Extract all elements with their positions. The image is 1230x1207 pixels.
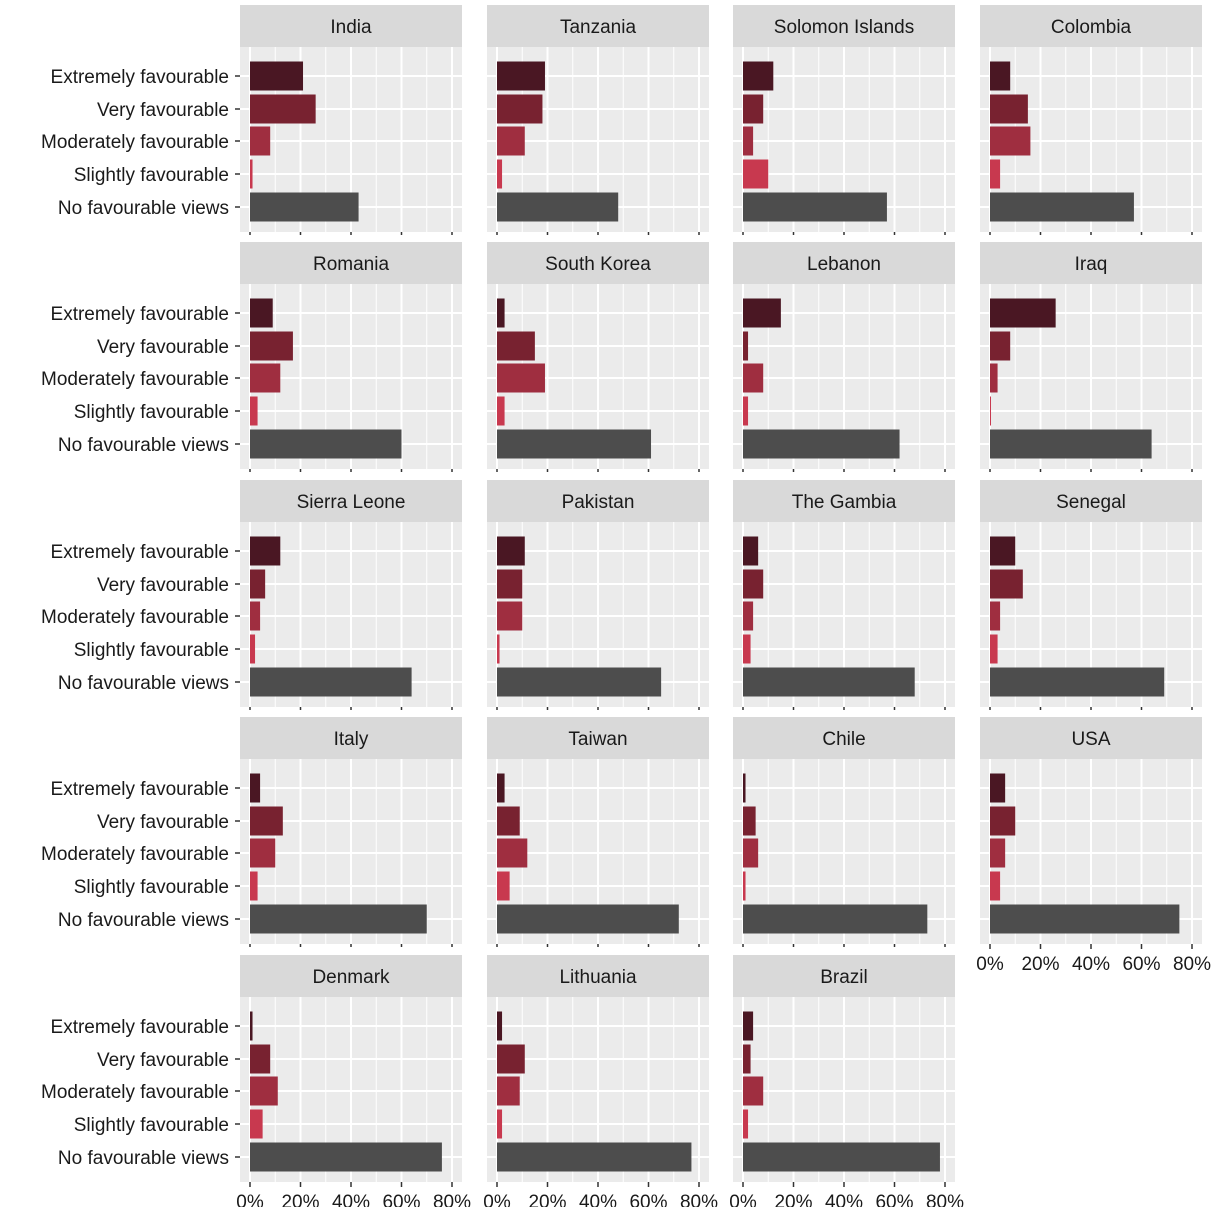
y-tick-label: No favourable views bbox=[57, 198, 229, 219]
bar-slightly-favourable bbox=[743, 872, 746, 901]
bar-extremely-favourable bbox=[250, 537, 280, 566]
x-tick-label: 0% bbox=[729, 1192, 757, 1207]
bar-slightly-favourable bbox=[743, 397, 748, 426]
bar-moderately-favourable bbox=[250, 839, 275, 868]
panel-title: Tanzania bbox=[559, 17, 637, 38]
bar-extremely-favourable bbox=[250, 1012, 253, 1041]
bar-no-favourable-views bbox=[250, 193, 359, 222]
bar-no-favourable-views bbox=[990, 193, 1134, 222]
y-tick-label: Slightly favourable bbox=[73, 165, 229, 186]
bar-extremely-favourable bbox=[990, 299, 1056, 328]
panel-south-korea bbox=[487, 242, 709, 472]
bar-moderately-favourable bbox=[990, 602, 1000, 631]
y-tick-label: Very favourable bbox=[96, 812, 229, 833]
y-tick-label: Moderately favourable bbox=[41, 607, 229, 628]
bar-no-favourable-views bbox=[497, 668, 661, 697]
panel-senegal bbox=[980, 480, 1202, 710]
bar-moderately-favourable bbox=[743, 602, 753, 631]
bar-very-favourable bbox=[250, 570, 265, 599]
bar-slightly-favourable bbox=[250, 1110, 263, 1139]
y-tick-label: Slightly favourable bbox=[73, 402, 229, 423]
y-tick-label: Extremely favourable bbox=[50, 779, 229, 800]
bar-extremely-favourable bbox=[497, 537, 525, 566]
bar-extremely-favourable bbox=[743, 62, 773, 91]
bar-very-favourable bbox=[743, 95, 763, 124]
panel-title: Colombia bbox=[1050, 17, 1132, 38]
bar-moderately-favourable bbox=[743, 1077, 763, 1106]
bar-extremely-favourable bbox=[990, 774, 1005, 803]
bar-very-favourable bbox=[250, 332, 293, 361]
x-tick-label: 80% bbox=[432, 1192, 472, 1207]
bar-very-favourable bbox=[743, 332, 748, 361]
y-tick-label: Slightly favourable bbox=[73, 1115, 229, 1136]
x-tick-label: 80% bbox=[925, 1192, 965, 1207]
bar-extremely-favourable bbox=[250, 299, 273, 328]
bar-slightly-favourable bbox=[497, 635, 500, 664]
bar-no-favourable-views bbox=[990, 905, 1179, 934]
panel-iraq bbox=[980, 242, 1202, 472]
bar-very-favourable bbox=[990, 807, 1015, 836]
bar-extremely-favourable bbox=[497, 62, 545, 91]
panel-title: Italy bbox=[333, 729, 369, 750]
panel-the-gambia bbox=[733, 480, 955, 710]
bar-moderately-favourable bbox=[250, 127, 270, 156]
panel-usa bbox=[976, 717, 1211, 975]
x-tick-label: 0% bbox=[483, 1192, 511, 1207]
bar-slightly-favourable bbox=[250, 160, 253, 189]
bar-very-favourable bbox=[250, 95, 316, 124]
bar-slightly-favourable bbox=[497, 160, 502, 189]
y-tick-label: Extremely favourable bbox=[50, 542, 229, 563]
y-tick-label: Moderately favourable bbox=[41, 844, 229, 865]
y-tick-label: No favourable views bbox=[57, 435, 229, 456]
bar-moderately-favourable bbox=[990, 839, 1005, 868]
bar-very-favourable bbox=[743, 807, 756, 836]
bar-very-favourable bbox=[497, 807, 520, 836]
x-tick-label: 40% bbox=[824, 1192, 864, 1207]
bar-moderately-favourable bbox=[990, 127, 1030, 156]
bar-slightly-favourable bbox=[250, 397, 258, 426]
x-tick-label: 40% bbox=[578, 1192, 618, 1207]
panel-title: Chile bbox=[822, 729, 866, 750]
bar-moderately-favourable bbox=[250, 1077, 278, 1106]
bar-very-favourable bbox=[497, 95, 542, 124]
bar-no-favourable-views bbox=[250, 668, 412, 697]
x-tick-label: 20% bbox=[1021, 954, 1060, 975]
x-tick-label: 60% bbox=[382, 1192, 421, 1207]
panel-tanzania bbox=[487, 5, 709, 235]
bar-very-favourable bbox=[990, 95, 1028, 124]
bar-very-favourable bbox=[743, 1045, 751, 1074]
panel-romania bbox=[41, 242, 462, 472]
panel-title: Lithuania bbox=[559, 967, 637, 988]
y-tick-label: Very favourable bbox=[96, 337, 229, 358]
bar-slightly-favourable bbox=[743, 160, 768, 189]
x-tick-label: 40% bbox=[1071, 954, 1111, 975]
panel-chile bbox=[733, 717, 955, 947]
bar-extremely-favourable bbox=[250, 62, 303, 91]
bar-slightly-favourable bbox=[743, 635, 751, 664]
bar-slightly-favourable bbox=[990, 872, 1000, 901]
bar-very-favourable bbox=[250, 1045, 270, 1074]
bar-extremely-favourable bbox=[497, 774, 505, 803]
panel-solomon-islands bbox=[733, 5, 955, 235]
x-tick-label: 60% bbox=[1122, 954, 1161, 975]
panel-title: Brazil bbox=[820, 967, 868, 988]
bar-no-favourable-views bbox=[250, 905, 427, 934]
x-tick-label: 80% bbox=[679, 1192, 719, 1207]
bar-slightly-favourable bbox=[250, 872, 258, 901]
bar-slightly-favourable bbox=[990, 397, 991, 426]
panel-title: Denmark bbox=[312, 967, 390, 988]
bar-extremely-favourable bbox=[743, 1012, 753, 1041]
bar-moderately-favourable bbox=[497, 127, 525, 156]
bar-no-favourable-views bbox=[743, 1143, 940, 1172]
bar-slightly-favourable bbox=[990, 160, 1000, 189]
bar-extremely-favourable bbox=[990, 62, 1010, 91]
panel-sierra-leone bbox=[41, 480, 462, 710]
bar-slightly-favourable bbox=[250, 635, 255, 664]
bar-extremely-favourable bbox=[497, 299, 505, 328]
bar-very-favourable bbox=[990, 570, 1023, 599]
x-tick-label: 40% bbox=[331, 1192, 371, 1207]
bar-extremely-favourable bbox=[743, 774, 746, 803]
x-tick-label: 20% bbox=[528, 1192, 567, 1207]
panel-title: India bbox=[330, 17, 372, 38]
bar-moderately-favourable bbox=[497, 364, 545, 393]
bar-very-favourable bbox=[497, 332, 535, 361]
y-tick-label: Moderately favourable bbox=[41, 132, 229, 153]
panel-title: USA bbox=[1071, 729, 1111, 750]
y-tick-label: Extremely favourable bbox=[50, 67, 229, 88]
bar-slightly-favourable bbox=[497, 1110, 502, 1139]
bar-extremely-favourable bbox=[250, 774, 260, 803]
bar-very-favourable bbox=[743, 570, 763, 599]
panel-title: Pakistan bbox=[561, 492, 635, 513]
bar-no-favourable-views bbox=[497, 905, 679, 934]
y-tick-label: Slightly favourable bbox=[73, 877, 229, 898]
panel-pakistan bbox=[487, 480, 709, 710]
x-tick-label: 60% bbox=[629, 1192, 668, 1207]
x-tick-label: 80% bbox=[1172, 954, 1212, 975]
bar-moderately-favourable bbox=[250, 602, 260, 631]
panel-colombia bbox=[980, 5, 1202, 235]
panel-title: The Gambia bbox=[791, 492, 897, 513]
bar-no-favourable-views bbox=[497, 1143, 691, 1172]
bar-no-favourable-views bbox=[990, 430, 1152, 459]
x-tick-label: 0% bbox=[976, 954, 1004, 975]
y-tick-label: Moderately favourable bbox=[41, 1082, 229, 1103]
bar-extremely-favourable bbox=[497, 1012, 502, 1041]
y-tick-label: Extremely favourable bbox=[50, 1017, 229, 1038]
bar-very-favourable bbox=[497, 570, 522, 599]
bar-no-favourable-views bbox=[743, 430, 900, 459]
y-tick-label: No favourable views bbox=[57, 1148, 229, 1169]
bar-no-favourable-views bbox=[990, 668, 1164, 697]
bar-moderately-favourable bbox=[497, 602, 522, 631]
bar-no-favourable-views bbox=[250, 1143, 442, 1172]
y-tick-label: Moderately favourable bbox=[41, 369, 229, 390]
bar-very-favourable bbox=[990, 332, 1010, 361]
panel-title: Iraq bbox=[1074, 254, 1108, 275]
bar-moderately-favourable bbox=[250, 364, 280, 393]
bar-moderately-favourable bbox=[743, 364, 763, 393]
panel-title: Romania bbox=[312, 254, 390, 275]
x-tick-label: 60% bbox=[875, 1192, 914, 1207]
bar-extremely-favourable bbox=[743, 299, 781, 328]
bar-no-favourable-views bbox=[497, 193, 618, 222]
panel-title: Solomon Islands bbox=[773, 17, 915, 38]
bar-slightly-favourable bbox=[743, 1110, 748, 1139]
y-tick-label: Slightly favourable bbox=[73, 640, 229, 661]
panel-italy bbox=[41, 717, 462, 947]
bar-no-favourable-views bbox=[743, 668, 915, 697]
y-tick-label: No favourable views bbox=[57, 910, 229, 931]
panel-india bbox=[41, 5, 462, 235]
bar-very-favourable bbox=[250, 807, 283, 836]
bar-moderately-favourable bbox=[743, 839, 758, 868]
x-tick-label: 20% bbox=[281, 1192, 320, 1207]
panel-lebanon bbox=[733, 242, 955, 472]
bar-no-favourable-views bbox=[497, 430, 651, 459]
y-tick-label: Very favourable bbox=[96, 575, 229, 596]
y-tick-label: Very favourable bbox=[96, 1050, 229, 1071]
panel-title: Taiwan bbox=[568, 729, 628, 750]
bar-very-favourable bbox=[497, 1045, 525, 1074]
x-tick-label: 20% bbox=[774, 1192, 813, 1207]
x-tick-label: 0% bbox=[236, 1192, 264, 1207]
bar-moderately-favourable bbox=[990, 364, 998, 393]
bar-slightly-favourable bbox=[497, 872, 510, 901]
bar-moderately-favourable bbox=[497, 1077, 520, 1106]
bar-slightly-favourable bbox=[497, 397, 505, 426]
panel-brazil bbox=[729, 955, 964, 1207]
bar-no-favourable-views bbox=[743, 905, 927, 934]
panel-denmark bbox=[41, 955, 471, 1207]
y-tick-label: Very favourable bbox=[96, 100, 229, 121]
y-tick-label: Extremely favourable bbox=[50, 304, 229, 325]
bar-no-favourable-views bbox=[250, 430, 402, 459]
bar-moderately-favourable bbox=[497, 839, 527, 868]
bar-no-favourable-views bbox=[743, 193, 887, 222]
bar-moderately-favourable bbox=[743, 127, 753, 156]
panel-title: Lebanon bbox=[807, 254, 881, 275]
y-tick-label: No favourable views bbox=[57, 673, 229, 694]
panel-lithuania bbox=[483, 955, 718, 1207]
bar-extremely-favourable bbox=[990, 537, 1015, 566]
bar-slightly-favourable bbox=[990, 635, 998, 664]
panel-taiwan bbox=[487, 717, 709, 947]
bar-extremely-favourable bbox=[743, 537, 758, 566]
panel-title: Senegal bbox=[1056, 492, 1126, 513]
panel-title: Sierra Leone bbox=[296, 492, 406, 513]
panel-title: South Korea bbox=[545, 254, 651, 275]
